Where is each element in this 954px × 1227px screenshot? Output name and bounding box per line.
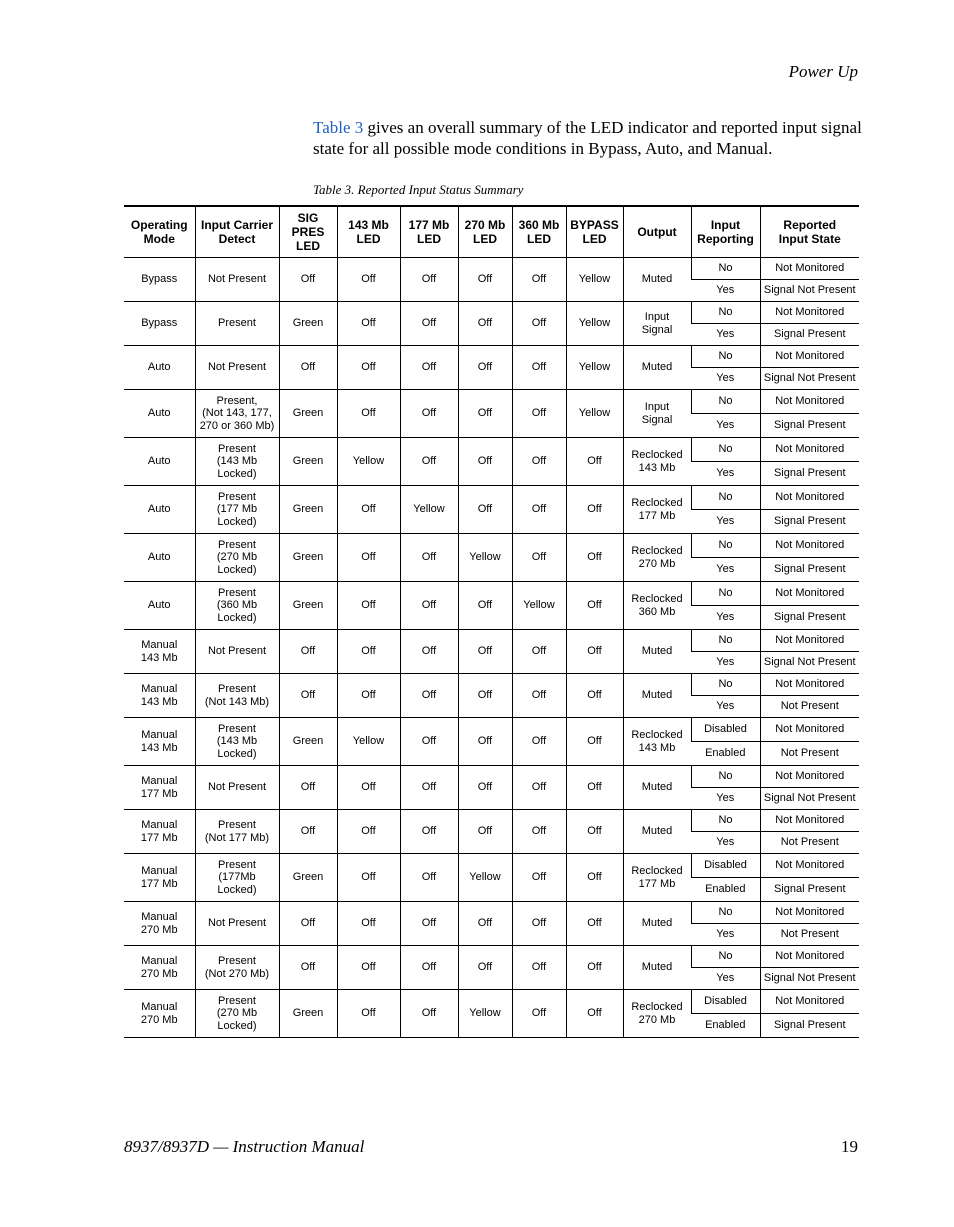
reported-input-state-cell: Signal Present xyxy=(760,1014,859,1038)
input-carrier-detect-cell: Present (177 Mb Locked) xyxy=(195,486,279,534)
input-reporting-cell: No xyxy=(691,902,760,924)
column-header: 177 Mb LED xyxy=(400,206,458,258)
reported-input-state-cell: Signal Present xyxy=(760,414,859,438)
sig-pres-led-cell: Off xyxy=(279,810,337,854)
sig-pres-led-cell: Green xyxy=(279,534,337,582)
input-reporting-cell: Yes xyxy=(691,462,760,486)
led-270-cell: Off xyxy=(458,438,512,486)
input-carrier-detect-cell: Present (143 Mb Locked) xyxy=(195,718,279,766)
reported-input-state-cell: Not Monitored xyxy=(760,718,859,742)
led-270-cell: Off xyxy=(458,946,512,990)
column-header: Input Reporting xyxy=(691,206,760,258)
bypass-led-cell: Yellow xyxy=(566,346,623,390)
led-360-cell: Off xyxy=(512,946,566,990)
reported-input-state-cell: Not Monitored xyxy=(760,990,859,1014)
reported-input-state-cell: Signal Present xyxy=(760,558,859,582)
led-360-cell: Off xyxy=(512,718,566,766)
sig-pres-led-cell: Green xyxy=(279,302,337,346)
input-reporting-cell: Disabled xyxy=(691,854,760,878)
bypass-led-cell: Yellow xyxy=(566,390,623,438)
led-360-cell: Off xyxy=(512,534,566,582)
intro-paragraph xyxy=(313,117,873,159)
led-177-cell: Off xyxy=(400,534,458,582)
output-cell: Reclocked 143 Mb xyxy=(623,438,691,486)
led-270-cell: Off xyxy=(458,302,512,346)
input-reporting-cell: Enabled xyxy=(691,1014,760,1038)
input-reporting-cell: Yes xyxy=(691,510,760,534)
led-177-cell: Off xyxy=(400,990,458,1038)
reported-input-state-cell: Not Monitored xyxy=(760,902,859,924)
led-177-cell: Yellow xyxy=(400,486,458,534)
table-row xyxy=(124,902,859,924)
led-177-cell: Off xyxy=(400,630,458,674)
led-143-cell: Off xyxy=(337,810,400,854)
input-carrier-detect-cell: Present (360 Mb Locked) xyxy=(195,582,279,630)
column-header: Input Carrier Detect xyxy=(195,206,279,258)
input-reporting-cell: Yes xyxy=(691,832,760,854)
input-carrier-detect-cell: Not Present xyxy=(195,766,279,810)
bypass-led-cell: Yellow xyxy=(566,258,623,302)
operating-mode-cell: Manual 143 Mb xyxy=(124,718,195,766)
input-reporting-cell: No xyxy=(691,438,760,462)
input-reporting-cell: Yes xyxy=(691,606,760,630)
led-360-cell: Off xyxy=(512,486,566,534)
led-177-cell: Off xyxy=(400,258,458,302)
reported-input-state-cell: Signal Present xyxy=(760,324,859,346)
led-177-cell: Off xyxy=(400,438,458,486)
sig-pres-led-cell: Off xyxy=(279,946,337,990)
reported-input-state-cell: Not Monitored xyxy=(760,534,859,558)
input-reporting-cell: No xyxy=(691,766,760,788)
table-row xyxy=(124,438,859,462)
running-head: Power Up xyxy=(788,62,858,81)
reported-input-state-cell: Not Monitored xyxy=(760,582,859,606)
output-cell: Input Signal xyxy=(623,390,691,438)
table-row xyxy=(124,946,859,968)
input-reporting-cell: No xyxy=(691,346,760,368)
sig-pres-led-cell: Green xyxy=(279,990,337,1038)
table-caption: Table 3. Reported Input Status Summary xyxy=(313,182,524,197)
operating-mode-cell: Auto xyxy=(124,582,195,630)
led-143-cell: Off xyxy=(337,346,400,390)
led-360-cell: Off xyxy=(512,302,566,346)
column-header: Operating Mode xyxy=(124,206,195,258)
input-reporting-cell: No xyxy=(691,946,760,968)
input-carrier-detect-cell: Present (177Mb Locked) xyxy=(195,854,279,902)
bypass-led-cell: Off xyxy=(566,630,623,674)
input-carrier-detect-cell: Not Present xyxy=(195,630,279,674)
reported-input-state-cell: Signal Not Present xyxy=(760,652,859,674)
sig-pres-led-cell: Green xyxy=(279,390,337,438)
led-143-cell: Off xyxy=(337,854,400,902)
input-carrier-detect-cell: Present (Not 143 Mb) xyxy=(195,674,279,718)
bypass-led-cell: Off xyxy=(566,486,623,534)
bypass-led-cell: Off xyxy=(566,582,623,630)
led-143-cell: Off xyxy=(337,390,400,438)
operating-mode-cell: Manual 177 Mb xyxy=(124,810,195,854)
led-143-cell: Yellow xyxy=(337,438,400,486)
operating-mode-cell: Bypass xyxy=(124,258,195,302)
bypass-led-cell: Off xyxy=(566,946,623,990)
input-reporting-cell: No xyxy=(691,810,760,832)
input-carrier-detect-cell: Not Present xyxy=(195,258,279,302)
led-360-cell: Off xyxy=(512,810,566,854)
column-header: BYPASS LED xyxy=(566,206,623,258)
reported-input-state-cell: Not Monitored xyxy=(760,810,859,832)
table-row xyxy=(124,302,859,324)
bypass-led-cell: Off xyxy=(566,990,623,1038)
output-cell: Reclocked 177 Mb xyxy=(623,486,691,534)
led-143-cell: Off xyxy=(337,582,400,630)
bypass-led-cell: Off xyxy=(566,766,623,810)
led-360-cell: Off xyxy=(512,990,566,1038)
operating-mode-cell: Manual 270 Mb xyxy=(124,902,195,946)
bypass-led-cell: Off xyxy=(566,674,623,718)
sig-pres-led-cell: Off xyxy=(279,902,337,946)
operating-mode-cell: Manual 177 Mb xyxy=(124,766,195,810)
led-177-cell: Off xyxy=(400,902,458,946)
reported-input-state-cell: Signal Present xyxy=(760,606,859,630)
bypass-led-cell: Off xyxy=(566,810,623,854)
reported-input-state-cell: Not Monitored xyxy=(760,390,859,414)
intro-text: gives an overall summary of the LED indicator and reported input signal state for all possible mode conditions in Bypass, Auto, and Manual. xyxy=(313,118,862,158)
reported-input-state-cell: Not Monitored xyxy=(760,630,859,652)
led-270-cell: Off xyxy=(458,810,512,854)
input-carrier-detect-cell: Not Present xyxy=(195,902,279,946)
table-row xyxy=(124,390,859,414)
column-header: 360 Mb LED xyxy=(512,206,566,258)
bypass-led-cell: Off xyxy=(566,902,623,946)
table-row xyxy=(124,718,859,742)
column-header: SIG PRES LED xyxy=(279,206,337,258)
operating-mode-cell: Auto xyxy=(124,534,195,582)
led-177-cell: Off xyxy=(400,766,458,810)
reported-input-state-cell: Not Monitored xyxy=(760,674,859,696)
column-header: 270 Mb LED xyxy=(458,206,512,258)
operating-mode-cell: Auto xyxy=(124,438,195,486)
sig-pres-led-cell: Green xyxy=(279,718,337,766)
led-360-cell: Off xyxy=(512,630,566,674)
input-reporting-cell: Yes xyxy=(691,368,760,390)
reported-input-state-cell: Signal Not Present xyxy=(760,368,859,390)
operating-mode-cell: Manual 143 Mb xyxy=(124,630,195,674)
led-360-cell: Off xyxy=(512,438,566,486)
input-carrier-detect-cell: Present (270 Mb Locked) xyxy=(195,990,279,1038)
table-header-row xyxy=(124,206,859,258)
reported-input-state-cell: Signal Not Present xyxy=(760,280,859,302)
bypass-led-cell: Off xyxy=(566,438,623,486)
led-360-cell: Off xyxy=(512,258,566,302)
output-cell: Reclocked 270 Mb xyxy=(623,990,691,1038)
reported-input-state-cell: Not Monitored xyxy=(760,486,859,510)
led-143-cell: Off xyxy=(337,946,400,990)
input-reporting-cell: Yes xyxy=(691,652,760,674)
table-3-link[interactable]: Table 3 xyxy=(313,118,364,137)
sig-pres-led-cell: Off xyxy=(279,674,337,718)
operating-mode-cell: Auto xyxy=(124,346,195,390)
led-270-cell: Off xyxy=(458,258,512,302)
operating-mode-cell: Manual 270 Mb xyxy=(124,946,195,990)
input-reporting-cell: No xyxy=(691,582,760,606)
input-reporting-cell: Yes xyxy=(691,924,760,946)
operating-mode-cell: Manual 270 Mb xyxy=(124,990,195,1038)
input-reporting-cell: No xyxy=(691,630,760,652)
led-143-cell: Off xyxy=(337,990,400,1038)
reported-input-state-cell: Not Monitored xyxy=(760,766,859,788)
input-carrier-detect-cell: Not Present xyxy=(195,346,279,390)
led-270-cell: Yellow xyxy=(458,534,512,582)
sig-pres-led-cell: Off xyxy=(279,630,337,674)
output-cell: Reclocked 360 Mb xyxy=(623,582,691,630)
bypass-led-cell: Yellow xyxy=(566,302,623,346)
led-177-cell: Off xyxy=(400,854,458,902)
column-header: Output xyxy=(623,206,691,258)
output-cell: Muted xyxy=(623,810,691,854)
table-row xyxy=(124,854,859,878)
sig-pres-led-cell: Green xyxy=(279,438,337,486)
sig-pres-led-cell: Off xyxy=(279,258,337,302)
table-row xyxy=(124,258,859,280)
led-360-cell: Yellow xyxy=(512,582,566,630)
reported-input-state-cell: Signal Present xyxy=(760,878,859,902)
led-177-cell: Off xyxy=(400,582,458,630)
operating-mode-cell: Auto xyxy=(124,390,195,438)
led-360-cell: Off xyxy=(512,854,566,902)
sig-pres-led-cell: Off xyxy=(279,766,337,810)
input-reporting-cell: Disabled xyxy=(691,718,760,742)
column-header: 143 Mb LED xyxy=(337,206,400,258)
led-177-cell: Off xyxy=(400,390,458,438)
reported-input-state-cell: Not Present xyxy=(760,696,859,718)
reported-input-state-cell: Not Monitored xyxy=(760,258,859,280)
reported-input-state-cell: Not Monitored xyxy=(760,946,859,968)
led-270-cell: Off xyxy=(458,346,512,390)
output-cell: Muted xyxy=(623,630,691,674)
input-reporting-cell: No xyxy=(691,390,760,414)
sig-pres-led-cell: Green xyxy=(279,854,337,902)
reported-input-state-cell: Signal Not Present xyxy=(760,788,859,810)
input-carrier-detect-cell: Present (270 Mb Locked) xyxy=(195,534,279,582)
led-143-cell: Off xyxy=(337,486,400,534)
input-reporting-cell: No xyxy=(691,534,760,558)
led-177-cell: Off xyxy=(400,946,458,990)
operating-mode-cell: Manual 177 Mb xyxy=(124,854,195,902)
led-360-cell: Off xyxy=(512,766,566,810)
operating-mode-cell: Manual 143 Mb xyxy=(124,674,195,718)
reported-input-state-cell: Not Present xyxy=(760,742,859,766)
led-270-cell: Off xyxy=(458,630,512,674)
input-reporting-cell: Yes xyxy=(691,414,760,438)
reported-input-state-cell: Not Present xyxy=(760,832,859,854)
output-cell: Muted xyxy=(623,946,691,990)
led-143-cell: Off xyxy=(337,258,400,302)
input-reporting-cell: No xyxy=(691,258,760,280)
sig-pres-led-cell: Green xyxy=(279,582,337,630)
input-reporting-cell: Yes xyxy=(691,324,760,346)
operating-mode-cell: Auto xyxy=(124,486,195,534)
led-143-cell: Off xyxy=(337,630,400,674)
sig-pres-led-cell: Green xyxy=(279,486,337,534)
table-row xyxy=(124,766,859,788)
table-row xyxy=(124,990,859,1014)
reported-input-state-cell: Signal Present xyxy=(760,510,859,534)
reported-input-state-cell: Not Monitored xyxy=(760,854,859,878)
led-270-cell: Off xyxy=(458,674,512,718)
reported-input-state-cell: Not Monitored xyxy=(760,302,859,324)
led-360-cell: Off xyxy=(512,390,566,438)
led-143-cell: Yellow xyxy=(337,718,400,766)
led-270-cell: Off xyxy=(458,766,512,810)
bypass-led-cell: Off xyxy=(566,854,623,902)
led-143-cell: Off xyxy=(337,534,400,582)
table-row xyxy=(124,534,859,558)
output-cell: Muted xyxy=(623,258,691,302)
led-360-cell: Off xyxy=(512,902,566,946)
output-cell: Reclocked 270 Mb xyxy=(623,534,691,582)
output-cell: Muted xyxy=(623,674,691,718)
output-cell: Reclocked 143 Mb xyxy=(623,718,691,766)
table-row xyxy=(124,630,859,652)
output-cell: Reclocked 177 Mb xyxy=(623,854,691,902)
led-177-cell: Off xyxy=(400,674,458,718)
input-carrier-detect-cell: Present, (Not 143, 177, 270 or 360 Mb) xyxy=(195,390,279,438)
led-177-cell: Off xyxy=(400,810,458,854)
led-143-cell: Off xyxy=(337,902,400,946)
led-177-cell: Off xyxy=(400,718,458,766)
led-270-cell: Off xyxy=(458,902,512,946)
led-177-cell: Off xyxy=(400,346,458,390)
reported-input-state-cell: Not Present xyxy=(760,924,859,946)
input-reporting-cell: Yes xyxy=(691,558,760,582)
reported-input-state-cell: Not Monitored xyxy=(760,438,859,462)
reported-input-state-cell: Signal Not Present xyxy=(760,968,859,990)
input-reporting-cell: Yes xyxy=(691,696,760,718)
reported-input-state-cell: Signal Present xyxy=(760,462,859,486)
output-cell: Input Signal xyxy=(623,302,691,346)
input-reporting-cell: Disabled xyxy=(691,990,760,1014)
table-row xyxy=(124,810,859,832)
output-cell: Muted xyxy=(623,346,691,390)
led-270-cell: Off xyxy=(458,718,512,766)
led-270-cell: Yellow xyxy=(458,854,512,902)
table-row xyxy=(124,346,859,368)
input-reporting-cell: Enabled xyxy=(691,878,760,902)
input-carrier-detect-cell: Present (Not 177 Mb) xyxy=(195,810,279,854)
table-body xyxy=(124,258,859,1038)
led-143-cell: Off xyxy=(337,766,400,810)
input-carrier-detect-cell: Present (143 Mb Locked) xyxy=(195,438,279,486)
led-360-cell: Off xyxy=(512,346,566,390)
bypass-led-cell: Off xyxy=(566,534,623,582)
footer-page-number: 19 xyxy=(841,1137,858,1156)
table-row xyxy=(124,674,859,696)
led-270-cell: Off xyxy=(458,582,512,630)
led-270-cell: Off xyxy=(458,486,512,534)
led-270-cell: Off xyxy=(458,390,512,438)
led-270-cell: Yellow xyxy=(458,990,512,1038)
status-summary-table-container xyxy=(124,205,859,1038)
column-header: Reported Input State xyxy=(760,206,859,258)
reported-input-state-cell: Not Monitored xyxy=(760,346,859,368)
status-summary-table xyxy=(124,205,859,1038)
led-143-cell: Off xyxy=(337,674,400,718)
input-reporting-cell: No xyxy=(691,674,760,696)
operating-mode-cell: Bypass xyxy=(124,302,195,346)
input-reporting-cell: Enabled xyxy=(691,742,760,766)
input-carrier-detect-cell: Present (Not 270 Mb) xyxy=(195,946,279,990)
input-reporting-cell: No xyxy=(691,486,760,510)
sig-pres-led-cell: Off xyxy=(279,346,337,390)
bypass-led-cell: Off xyxy=(566,718,623,766)
table-row xyxy=(124,582,859,606)
output-cell: Muted xyxy=(623,902,691,946)
input-reporting-cell: Yes xyxy=(691,280,760,302)
output-cell: Muted xyxy=(623,766,691,810)
input-reporting-cell: Yes xyxy=(691,968,760,990)
led-360-cell: Off xyxy=(512,674,566,718)
led-143-cell: Off xyxy=(337,302,400,346)
input-carrier-detect-cell: Present xyxy=(195,302,279,346)
footer-manual-title: 8937/8937D — Instruction Manual xyxy=(124,1137,365,1156)
led-177-cell: Off xyxy=(400,302,458,346)
input-reporting-cell: Yes xyxy=(691,788,760,810)
input-reporting-cell: No xyxy=(691,302,760,324)
table-row xyxy=(124,486,859,510)
